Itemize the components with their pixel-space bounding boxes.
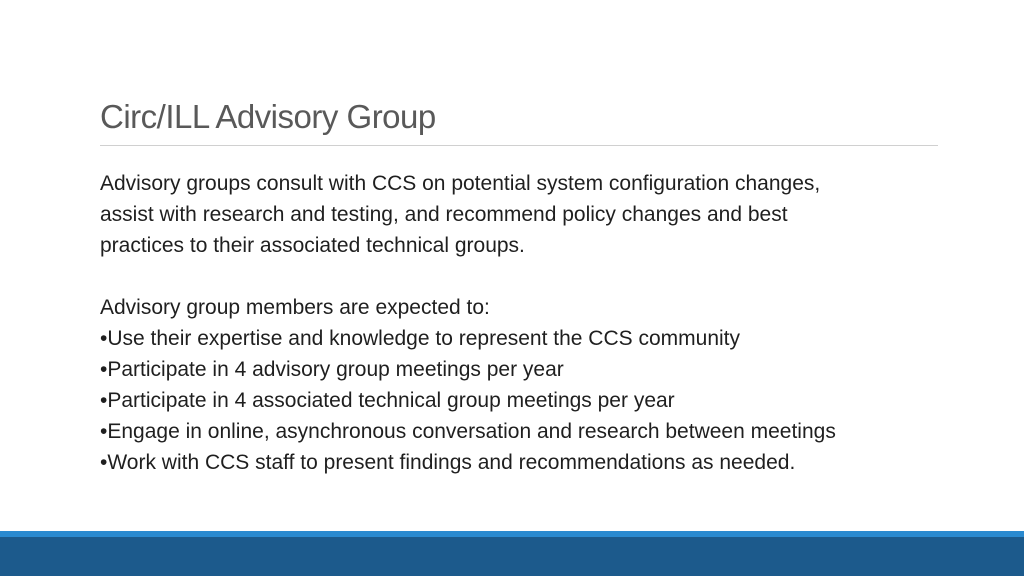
bullet-item: •Engage in online, asynchronous conversation and research between meetings (100, 420, 836, 443)
intro-line: assist with research and testing, and recommend policy changes and best (100, 203, 788, 226)
title-divider (100, 145, 938, 146)
slide-title: Circ/ILL Advisory Group (100, 98, 436, 135)
intro-line: practices to their associated technical groups. (100, 234, 525, 257)
bullet-item: •Participate in 4 advisory group meetings per year (100, 358, 564, 381)
members-heading: Advisory group members are expected to: (100, 296, 490, 319)
footer-bar (0, 537, 1024, 576)
intro-line: Advisory groups consult with CCS on potential system configuration changes, (100, 172, 821, 195)
paragraph-spacer (100, 261, 940, 292)
bullet-item: •Work with CCS staff to present findings and recommendations as needed. (100, 451, 796, 474)
bullet-item: •Use their expertise and knowledge to represent the CCS community (100, 327, 740, 350)
slide-body (100, 168, 940, 478)
bullet-item: •Participate in 4 associated technical group meetings per year (100, 389, 675, 412)
